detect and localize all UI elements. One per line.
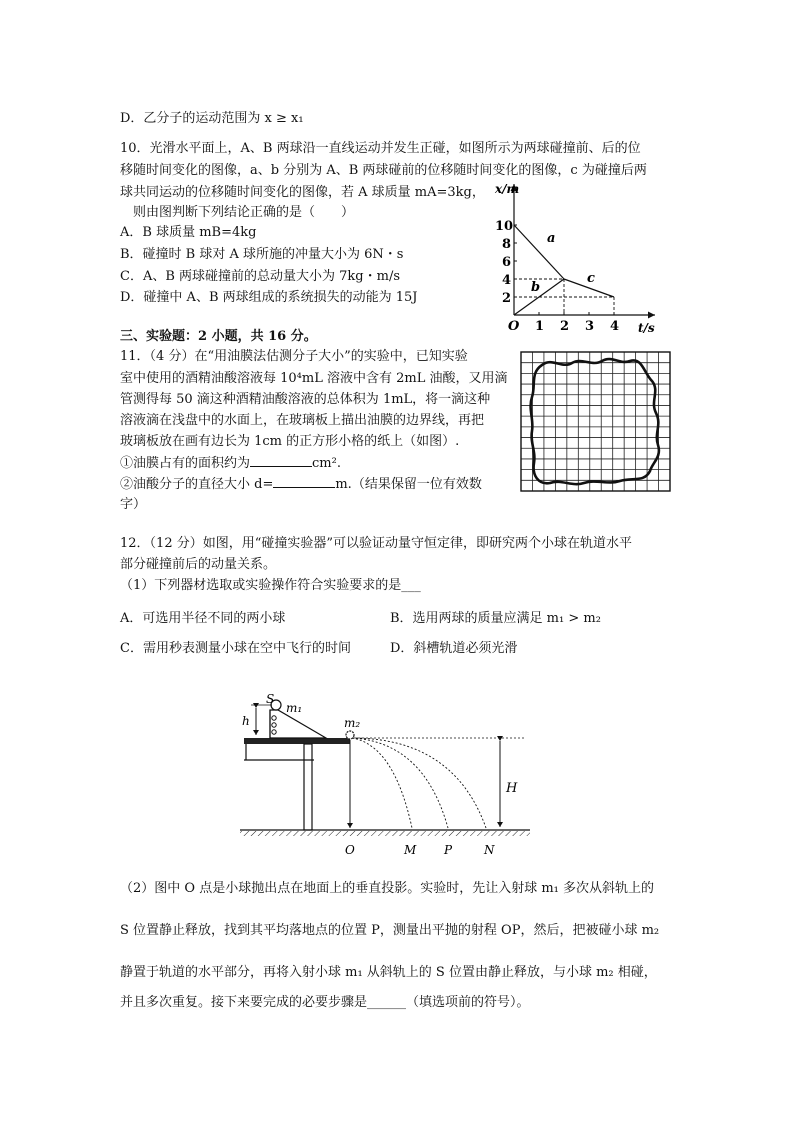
y-tick-label: 2 (502, 291, 512, 306)
oil-film-outline (531, 359, 659, 484)
oil-film-grid (520, 351, 672, 493)
q12-part-1: （1）下列器材选取或实验操作符合实验要求的是___ (120, 578, 421, 593)
q12-part-2-line-4: 并且多次重复。接下来要完成的必要步骤是______（填选项前的符号）。 (120, 995, 530, 1010)
y-tick-label: 10 (495, 219, 514, 234)
xt-graph (490, 178, 670, 338)
trajectory-P (352, 738, 448, 828)
trajectory-N (352, 738, 486, 828)
graph-x-label: t/s (638, 321, 655, 335)
section-3-heading: 三、实验题：2 小题，共 16 分。 (120, 329, 317, 344)
q12-line-2: 部分碰撞前后的动量关系。 (120, 557, 277, 572)
y-tick-label: 4 (502, 273, 512, 288)
table-top (244, 738, 350, 744)
q11-line-5: 玻璃板放在画有边长为 1cm 的正方形小格的纸上（如图）. (120, 434, 460, 449)
q12-option-c: C．需用秒表测量小球在空中飞行的时间 (120, 641, 351, 656)
x-tick-label: 2 (560, 319, 570, 334)
label-O: O (345, 843, 355, 857)
q10-stem-line-4: 则由图判断下列结论正确的是（ ） (133, 205, 355, 220)
label-H: H (506, 781, 518, 796)
q12-option-a: A．可选用半径不同的两小球 (120, 611, 286, 626)
label-m1: m₁ (286, 701, 303, 715)
q11-sub-1 (120, 454, 341, 473)
x-tick-label: 1 (535, 319, 545, 334)
series-c-label: c (587, 271, 595, 286)
y-tick-label: 8 (502, 237, 512, 252)
q12-option-b: B．选用两球的质量应满足 m₁ > m₂ (390, 611, 601, 626)
q12-part-2-line-2: S 位置静止释放，找到其平均落地点的位置 P，测量出平抛的射程 OP，然后，把被碰小球 m₂ (120, 923, 660, 938)
series-a-label: a (547, 231, 556, 246)
label-M: M (404, 843, 417, 857)
trajectory-M (352, 738, 412, 828)
q10-stem-line-3: 球共同运动的位移随时间变化的图像，若 A 球质量 mA=3kg， (120, 185, 485, 200)
ground-hatch (240, 831, 530, 836)
q12-part-2-line-1: （2）图中 O 点是小球抛出点在地面上的垂直投影。实验时，先让入射球 m₁ 多次从斜轨上的 (120, 881, 654, 896)
q11-line-4: 溶液滴在浅盘中的水面上，在玻璃板上描出油膜的边界线，再把 (120, 413, 485, 428)
q12-part-2-line-3: 静置于轨道的水平部分，再将入射小球 m₁ 从斜轨上的 S 位置由静止释放，与小球 m₂ 相碰， (120, 965, 657, 980)
y-tick-label: 6 (502, 255, 512, 270)
q10-stem-line-1: 10．光滑水平面上，A、B 两球沿一直线运动并发生正碰，如图所示为两球碰撞前、后的位 (120, 141, 641, 156)
label-N: N (484, 843, 495, 857)
q11-sub-2-unit: m.（结果保留一位有效数 (335, 477, 482, 492)
q10-option-d: D．碰撞中 A、B 两球组成的系统损失的动能为 15J (120, 290, 418, 305)
q11-sub-2-text: ②油酸分子的直径大小 d= (120, 477, 274, 492)
q10-stem-line-2: 移随时间变化的图像，a、b 分别为 A、B 两球碰前的位移随时间变化的图像，c 为碰撞后两 (120, 163, 647, 178)
q11-sub-1-unit: cm². (312, 456, 341, 471)
x-tick-label: 4 (610, 319, 620, 334)
collision-apparatus (234, 690, 534, 862)
q10-option-a: A．B 球质量 mB=4kg (120, 225, 257, 240)
graph-origin: O (508, 319, 520, 334)
series-a-line (514, 225, 564, 279)
q9-option-d: D．乙分子的运动范围为 x ≥ x₁ (120, 111, 304, 126)
label-m2: m₂ (344, 716, 361, 730)
x-tick-label: 3 (585, 319, 595, 334)
q11-line-1: 11．（4 分）在“用油膜法估测分子大小”的实验中，已知实验 (120, 349, 468, 364)
q11-diameter-blank[interactable] (273, 475, 335, 488)
q10-option-b: B．碰撞时 B 球对 A 球所施的冲量大小为 6N・s (120, 247, 404, 262)
q12-option-d: D．斜槽轨道必须光滑 (390, 641, 518, 656)
label-h: h (242, 714, 250, 728)
q11-line-3: 管测得每 50 滴这种酒精油酸溶液的总体积为 1mL，将一滴这种 (120, 392, 491, 407)
q10-option-c: C．A、B 两球碰撞前的总动量大小为 7kg・m/s (120, 269, 401, 284)
q11-sub-1-text: ①油膜占有的面积约为 (120, 456, 251, 471)
q11-sub-2 (120, 475, 482, 494)
q12-line-1: 12．（12 分）如图，用“碰撞实验器”可以验证动量守恒定律，即研究两个小球在轨道水平 (120, 536, 633, 551)
table-leg-right (304, 744, 312, 830)
graph-y-label: x/m (495, 182, 520, 196)
series-b-label: b (531, 280, 541, 295)
label-S: S (266, 692, 275, 706)
q11-area-blank[interactable] (250, 454, 312, 467)
label-P: P (444, 843, 453, 857)
q11-sub-2-cont: 字） (120, 497, 147, 512)
q11-line-2: 室中使用的酒精油酸溶液每 10⁴mL 溶液中含有 2mL 油酸，又用滴 (120, 371, 508, 386)
